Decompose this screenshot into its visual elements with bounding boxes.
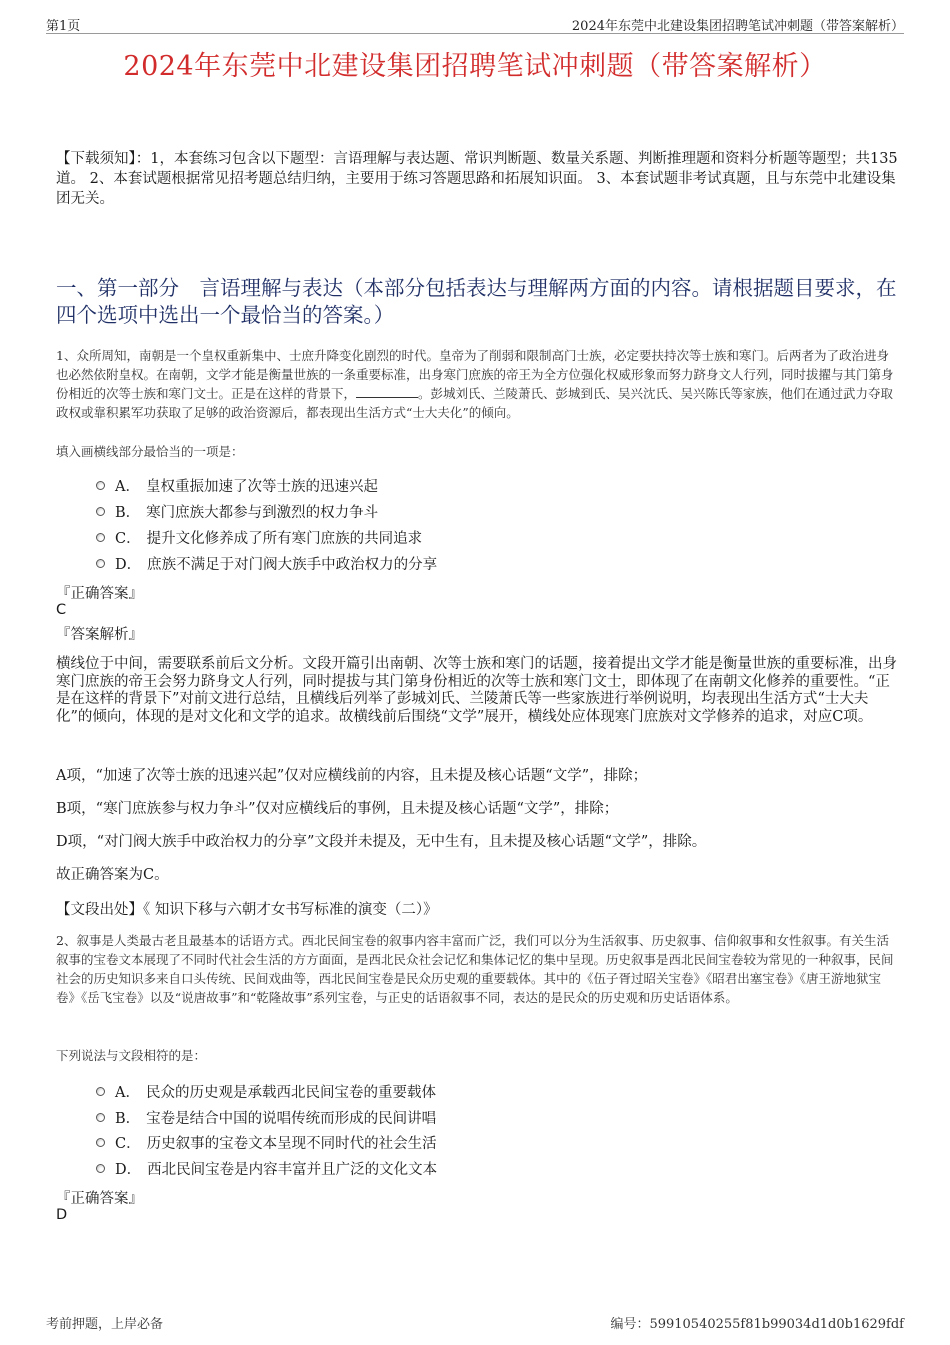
- conclusion: 故正确答案为C。: [56, 867, 169, 883]
- option-text: 宝卷是结合中国的说唱传统而形成的民间讲唱: [146, 1110, 437, 1127]
- question-1-option-a[interactable]: [96, 474, 378, 496]
- question-1-text-part2: 。彭城刘氏、兰陵萧氏、彭城到氏、吴兴沈氏、吴兴陈氏等家族，他们在通过武力夺取政权或靠积累军功获取了足够的政治资源后，都表现出生活方式“士大夫化”的倾向。: [56, 386, 894, 420]
- radio-icon[interactable]: [96, 559, 105, 568]
- radio-icon[interactable]: [96, 1164, 105, 1173]
- radio-icon[interactable]: [96, 1087, 105, 1096]
- source-citation: 【文段出处】《 知识下移与六朝才女书写标准的演变（二）》: [56, 902, 438, 918]
- option-text: 庶族不满足于对门阀大族手中政治权力的分享: [147, 556, 438, 573]
- question-2-option-d[interactable]: [96, 1157, 437, 1179]
- correct-answer: D: [56, 1207, 68, 1223]
- analysis-text: 横线位于中间，需要联系前后文分析。文段开篇引出南朝、次等士族和寒门的话题，接着提出文学才能是衡量世族的重要标准，出身寒门庶族的帝王会努力跻身文人行列，同时提拔与其门第身份相近的次等士族和寒门文士，即体现了在南朝文化修养的重要性。“正是在这样的背景下”对前文进行总结，且横线后列举了彭城刘氏、兰陵萧氏等一些家族进行举例说明，均表现出生活方式“士大夫化”的倾向，体现的是对文化和文学的追求。故横线前后围绕“文学”展开，横线处应体现寒门庶族对文学修养的追求，对应C项。: [56, 656, 897, 725]
- exclusion-d: D项，“对门阀大族手中政治权力的分享”文段并未提及，无中生有，且未提及核心话题“文学”，排除。: [56, 834, 707, 850]
- option-letter: D．: [115, 556, 142, 573]
- header-doc-title: 2024年东莞中北建设集团招聘笔试冲刺题（带答案解析）: [571, 19, 904, 34]
- question-2-option-b[interactable]: [96, 1106, 436, 1128]
- option-letter: A．: [115, 1084, 140, 1101]
- fill-blank: [356, 385, 418, 398]
- correct-answer-label: 『正确答案』: [56, 586, 143, 602]
- option-text: 西北民间宝卷是内容丰富并且广泛的文化文本: [147, 1161, 438, 1178]
- radio-icon[interactable]: [96, 1138, 105, 1147]
- option-letter: D．: [115, 1161, 142, 1178]
- footer-serial: 编号：59910540255f81b99034d1d0b1629fdf: [610, 1317, 904, 1332]
- radio-icon[interactable]: [96, 507, 105, 516]
- document-title: 2024年东莞中北建设集团招聘笔试冲刺题（带答案解析）: [123, 51, 827, 82]
- question-2-prompt: 下列说法与文段相符的是：: [56, 1048, 207, 1063]
- correct-answer-label: 『正确答案』: [56, 1191, 143, 1207]
- option-text: 皇权重振加速了次等士族的迅速兴起: [145, 478, 378, 495]
- question-1-option-c[interactable]: [96, 526, 422, 548]
- exclusion-b: B项，“寒门庶族参与权力争斗”仅对应横线后的事例，且未提及核心话题“文学”，排除；: [56, 801, 619, 817]
- question-1-text: [56, 346, 898, 422]
- question-1-prompt: 填入画横线部分最恰当的一项是：: [56, 444, 244, 459]
- analysis-label: 『答案解析』: [56, 627, 143, 643]
- page-header: [46, 13, 904, 34]
- option-letter: B．: [115, 1110, 141, 1127]
- question-2-option-a[interactable]: [96, 1080, 436, 1102]
- question-1-text-part1: 1、众所周知，南朝是一个皇权重新集中、士庶升降变化剧烈的时代。皇帝为了削弱和限制高门士族，必定要扶持次等士族和寒门。后两者为了政治进身也必然依附皇权。在南朝，文学才能是衡量世族的一条重要标准，出身寒门庶族的帝王为全方位强化权威形象而努力跻身文人行列，同时拔擢与其门第身份相近的次等士族和寒门文士。正是在这样的背景下，: [56, 348, 894, 401]
- section-heading: 一、第一部分 言语理解与表达（本部分包括表达与理解两方面的内容。请根据题目要求，在四个选项中选出一个最恰当的答案。）: [56, 276, 897, 327]
- question-1-option-b[interactable]: [96, 500, 378, 522]
- option-letter: A．: [115, 478, 140, 495]
- question-1-option-d[interactable]: [96, 552, 437, 574]
- exclusion-a: A项，“加速了次等士族的迅速兴起”仅对应横线前的内容，且未提及核心话题“文学”，排除；: [56, 768, 648, 784]
- radio-icon[interactable]: [96, 481, 105, 490]
- option-text: 历史叙事的宝卷文本呈现不同时代的社会生活: [146, 1135, 437, 1152]
- footer-slogan: 考前押题，上岸必备: [46, 1317, 164, 1332]
- option-text: 寒门庶族大都参与到激烈的权力争斗: [146, 504, 379, 521]
- option-letter: C．: [115, 1135, 141, 1152]
- option-text: 民众的历史观是承载西北民间宝卷的重要载体: [145, 1084, 436, 1101]
- option-letter: B．: [115, 504, 141, 521]
- download-notice: 【下载须知】：1，本套练习包含以下题型：言语理解与表达题、常识判断题、数量关系题、判断推理题和资料分析题等题型；共135道。 2、本套试题根据常见招考题总结归纳，主要用于练习答题思路和拓展知识面。 3、本套试题非考试真题，且与东莞中北建设集团无关。: [56, 151, 898, 207]
- option-letter: C．: [115, 530, 141, 547]
- correct-answer: C: [56, 602, 67, 618]
- radio-icon[interactable]: [96, 533, 105, 542]
- radio-icon[interactable]: [96, 1113, 105, 1122]
- page-number: 第1页: [46, 19, 81, 34]
- option-text: 提升文化修养成了所有寒门庶族的共同追求: [146, 530, 423, 547]
- question-2-text: 2、叙事是人类最古老且最基本的话语方式。西北民间宝卷的叙事内容丰富而广泛，我们可以分为生活叙事、历史叙事、信仰叙事和女性叙事。有关生活叙事的宝卷文本展现了不同时代社会生活的方方面面，是西北民众社会记忆和集体记忆的集中呈现。历史叙事是西北民间宝卷较为常见的一种叙事，民间社会的历史知识多来自口头传统、民间戏曲等，西北民间宝卷是民众历史观的重要载体。其中的《伍子胥过昭关宝卷》《昭君出塞宝卷》《唐王游地狱宝卷》《岳飞宝卷》以及“说唐故事”和“乾隆故事”系列宝卷，与正史的话语叙事不同，表达的是民众的历史观和历史话语体系。: [56, 933, 894, 1005]
- question-2-option-c[interactable]: [96, 1131, 437, 1153]
